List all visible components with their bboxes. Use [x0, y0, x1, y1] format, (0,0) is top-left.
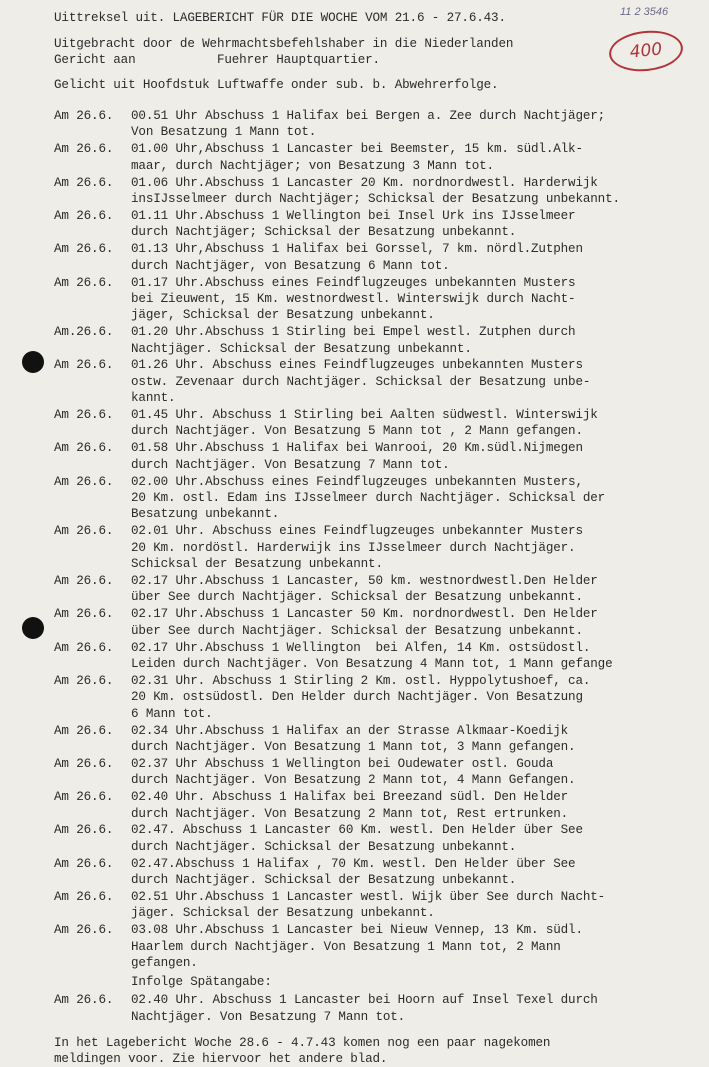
entry-text: 20 Km. ostsüdostl. Den Helder durch Nachtjäger. Von Besatzung: [131, 690, 583, 705]
entry-text: durch Nachtjäger. Von Besatzung 2 Mann tot, Rest ertrunken.: [131, 806, 569, 821]
entry-date: Am 26.6.: [54, 408, 114, 423]
entry-text: jäger. Schicksal der Besatzung unbekannt.: [131, 906, 435, 921]
punch-hole-top: [22, 351, 44, 373]
entry-date: Am 26.6.: [54, 524, 114, 539]
entry-text: 02.47. Abschuss 1 Lancaster 60 Km. westl. Den Helder über See: [131, 823, 583, 838]
entry-text: durch Nachtjäger; Schicksal der Besatzung unbekannt.: [131, 225, 517, 240]
entry-text: 01.58 Uhr.Abschuss 1 Halifax bei Wanrooi, 20 Km.südl.Nijmegen: [131, 441, 583, 456]
entry-text: durch Nachtjäger. Von Besatzung 7 Mann tot.: [131, 457, 450, 472]
entry-text: 01.17 Uhr.Abschuss eines Feindflugzeuges unbekannten Musters: [131, 275, 576, 290]
entry-date: Am 26.6.: [54, 756, 114, 771]
entry-text: 02.17 Uhr.Abschuss 1 Lancaster 50 Km. nordnordwestl. Den Helder: [131, 607, 598, 622]
stamp: 400: [607, 27, 685, 75]
archive-number: 11 2 3546: [620, 6, 669, 18]
entry-date: Am 26.6.: [54, 208, 114, 223]
footer-note: In het Lagebericht Woche 28.6 - 4.7.43 komen nog een paar nagekomen: [54, 1036, 551, 1051]
entry-text: 20 Km. ostl. Edam ins IJsselmeer durch Nachtjäger. Schicksal der: [131, 491, 606, 506]
report-recipient: Gericht aan Fuehrer Hauptquartier.: [54, 53, 380, 67]
entry-text: 20 Km. nordöstl. Harderwijk ins IJsselmeer durch Nachtjäger.: [131, 540, 576, 555]
entry-text: durch Nachtjäger. Schicksal der Besatzung unbekannt.: [131, 839, 517, 854]
entry-text: über See durch Nachtjäger. Schicksal der Besatzung unbekannt.: [131, 623, 583, 638]
entry-date: Am 26.6.: [54, 890, 114, 905]
entry-text: Von Besatzung 1 Mann tot.: [131, 125, 317, 140]
entry-text: über See durch Nachtjäger. Schicksal der Besatzung unbekannt.: [131, 590, 583, 605]
report-origin: Uitgebracht door de Wehrmachtsbefehlshaber in die Niederlanden: [54, 37, 514, 51]
entry-text: 02.01 Uhr. Abschuss eines Feindflugzeuges unbekannter Musters: [131, 524, 583, 539]
entry-text: 02.34 Uhr.Abschuss 1 Halifax an der Strasse Alkmaar-Koedijk: [131, 723, 569, 738]
entry-text: bei Zieuwent, 15 Km. westnordwestl. Winterswijk durch Nacht-: [131, 291, 576, 306]
entry-text: durch Nachtjäger, von Besatzung 6 Mann tot.: [131, 258, 450, 273]
entry-text: 02.37 Uhr Abschuss 1 Wellington bei Oudewater ostl. Gouda: [131, 756, 554, 771]
entry-date: Am.26.6.: [54, 325, 114, 340]
entry-text: 01.20 Uhr.Abschuss 1 Stirling bei Empel westl. Zutphen durch: [131, 325, 576, 340]
entry-text: 02.40 Uhr. Abschuss 1 Lancaster bei Hoorn auf Insel Texel durch: [131, 993, 598, 1008]
entry-text: kannt.: [131, 391, 176, 406]
entry-text: 02.17 Uhr.Abschuss 1 Lancaster, 50 km. westnordwestl.Den Helder: [131, 574, 598, 588]
entry-date: Am 26.6.: [54, 358, 114, 373]
report-title: Uittreksel uit. LAGEBERICHT FÜR DIE WOCHE VOM 21.6 - 27.6.43.: [54, 11, 506, 25]
entry-text: Nachtjäger. Von Besatzung 7 Mann tot.: [131, 1009, 406, 1024]
entry-text: 02.51 Uhr.Abschuss 1 Lancaster westl. Wijk über See durch Nacht-: [131, 890, 606, 905]
entry-text: 02.31 Uhr. Abschuss 1 Stirling 2 Km. ostl. Hyppolytushoef, ca.: [131, 673, 591, 688]
entry-text: durch Nachtjäger. Von Besatzung 5 Mann tot , 2 Mann gefangen.: [131, 424, 583, 439]
entry-text: 01.26 Uhr. Abschuss eines Feindflugzeuges unbekannten Musters: [131, 358, 583, 373]
entry-text: maar, durch Nachtjäger; von Besatzung 3 Mann tot.: [131, 158, 494, 173]
entry-text: 01.06 Uhr.Abschuss 1 Lancaster 20 Km. nordnordwestl. Harderwijk: [131, 175, 598, 190]
entry-text: 03.08 Uhr.Abschuss 1 Lancaster bei Nieuw Vennep, 13 Km. südl.: [131, 923, 583, 938]
entry-date: Am 26.6.: [54, 993, 114, 1008]
entry-date: Am 26.6.: [54, 723, 114, 738]
entry-text: Leiden durch Nachtjäger. Von Besatzung 4 Mann tot, 1 Mann gefange: [131, 656, 613, 671]
footer-note: meldingen voor. Zie hiervoor het andere blad.: [54, 1052, 388, 1067]
entry-text: gefangen.: [131, 956, 198, 971]
entry-date: Am 26.6.: [54, 790, 114, 805]
entry-text: 01.13 Uhr,Abschuss 1 Halifax bei Gorssel, 7 km. nördl.Zutphen: [131, 242, 583, 257]
entry-text: Nachtjäger. Schicksal der Besatzung unbekannt.: [131, 341, 472, 356]
entry-date: Am 26.6.: [54, 175, 114, 190]
punch-hole-bottom: [22, 617, 44, 639]
entry-text: jäger, Schicksal der Besatzung unbekannt.: [131, 308, 435, 323]
entry-text: 01.45 Uhr. Abschuss 1 Stirling bei Aalten südwestl. Winterswijk: [131, 408, 598, 423]
entry-text: insIJsselmeer durch Nachtjäger; Schicksal der Besatzung unbekannt.: [131, 191, 620, 206]
entry-text: 6 Mann tot.: [131, 706, 213, 721]
entry-text: 00.51 Uhr Abschuss 1 Halifax bei Bergen a. Zee durch Nachtjäger;: [131, 109, 606, 123]
entry-text: durch Nachtjäger. Schicksal der Besatzung unbekannt.: [131, 873, 517, 888]
entry-date: Am 26.6.: [54, 640, 114, 655]
entry-text: ostw. Zevenaar durch Nachtjäger. Schicksal der Besatzung unbe-: [131, 374, 591, 389]
entry-date: Am 26.6.: [54, 275, 114, 290]
entry-text: Schicksal der Besatzung unbekannt.: [131, 557, 383, 572]
entry-text: 02.00 Uhr.Abschuss eines Feindflugzeuges unbekannten Musters,: [131, 474, 583, 489]
report-section: Gelicht uit Hoofdstuk Luftwaffe onder sub. b. Abwehrerfolge.: [54, 78, 499, 92]
entry-date: Am 26.6.: [54, 607, 114, 622]
entry-date: Am 26.6.: [54, 109, 114, 123]
entry-text: 01.00 Uhr,Abschuss 1 Lancaster bei Beemster, 15 km. südl.Alk-: [131, 142, 583, 157]
entry-date: Am 26.6.: [54, 574, 114, 588]
entry-date: Am 26.6.: [54, 673, 114, 688]
entry-date: Am 26.6.: [54, 242, 114, 257]
entry-text: 02.17 Uhr.Abschuss 1 Wellington bei Alfen, 14 Km. ostsüdostl.: [131, 640, 591, 655]
entry-text: Haarlem durch Nachtjäger. Von Besatzung 1 Mann tot, 2 Mann: [131, 939, 561, 954]
entry-date: Am 26.6.: [54, 142, 114, 157]
entry-text: 02.47.Abschuss 1 Halifax , 70 Km. westl. Den Helder über See: [131, 856, 576, 871]
entry-text: 01.11 Uhr.Abschuss 1 Wellington bei Insel Urk ins IJsselmeer: [131, 208, 576, 223]
late-report-heading: Infolge Spätangabe:: [131, 975, 272, 989]
entry-date: Am 26.6.: [54, 474, 114, 489]
entry-text: durch Nachtjäger. Von Besatzung 2 Mann tot, 4 Mann Gefangen.: [131, 773, 576, 788]
entry-date: Am 26.6.: [54, 441, 114, 456]
entry-date: Am 26.6.: [54, 856, 114, 871]
entry-text: 02.40 Uhr. Abschuss 1 Halifax bei Breezand südl. Den Helder: [131, 790, 569, 805]
entry-date: Am 26.6.: [54, 823, 114, 838]
entry-date: Am 26.6.: [54, 923, 114, 938]
entry-text: Besatzung unbekannt.: [131, 507, 280, 522]
entry-text: durch Nachtjäger. Von Besatzung 1 Mann tot, 3 Mann gefangen.: [131, 739, 576, 754]
